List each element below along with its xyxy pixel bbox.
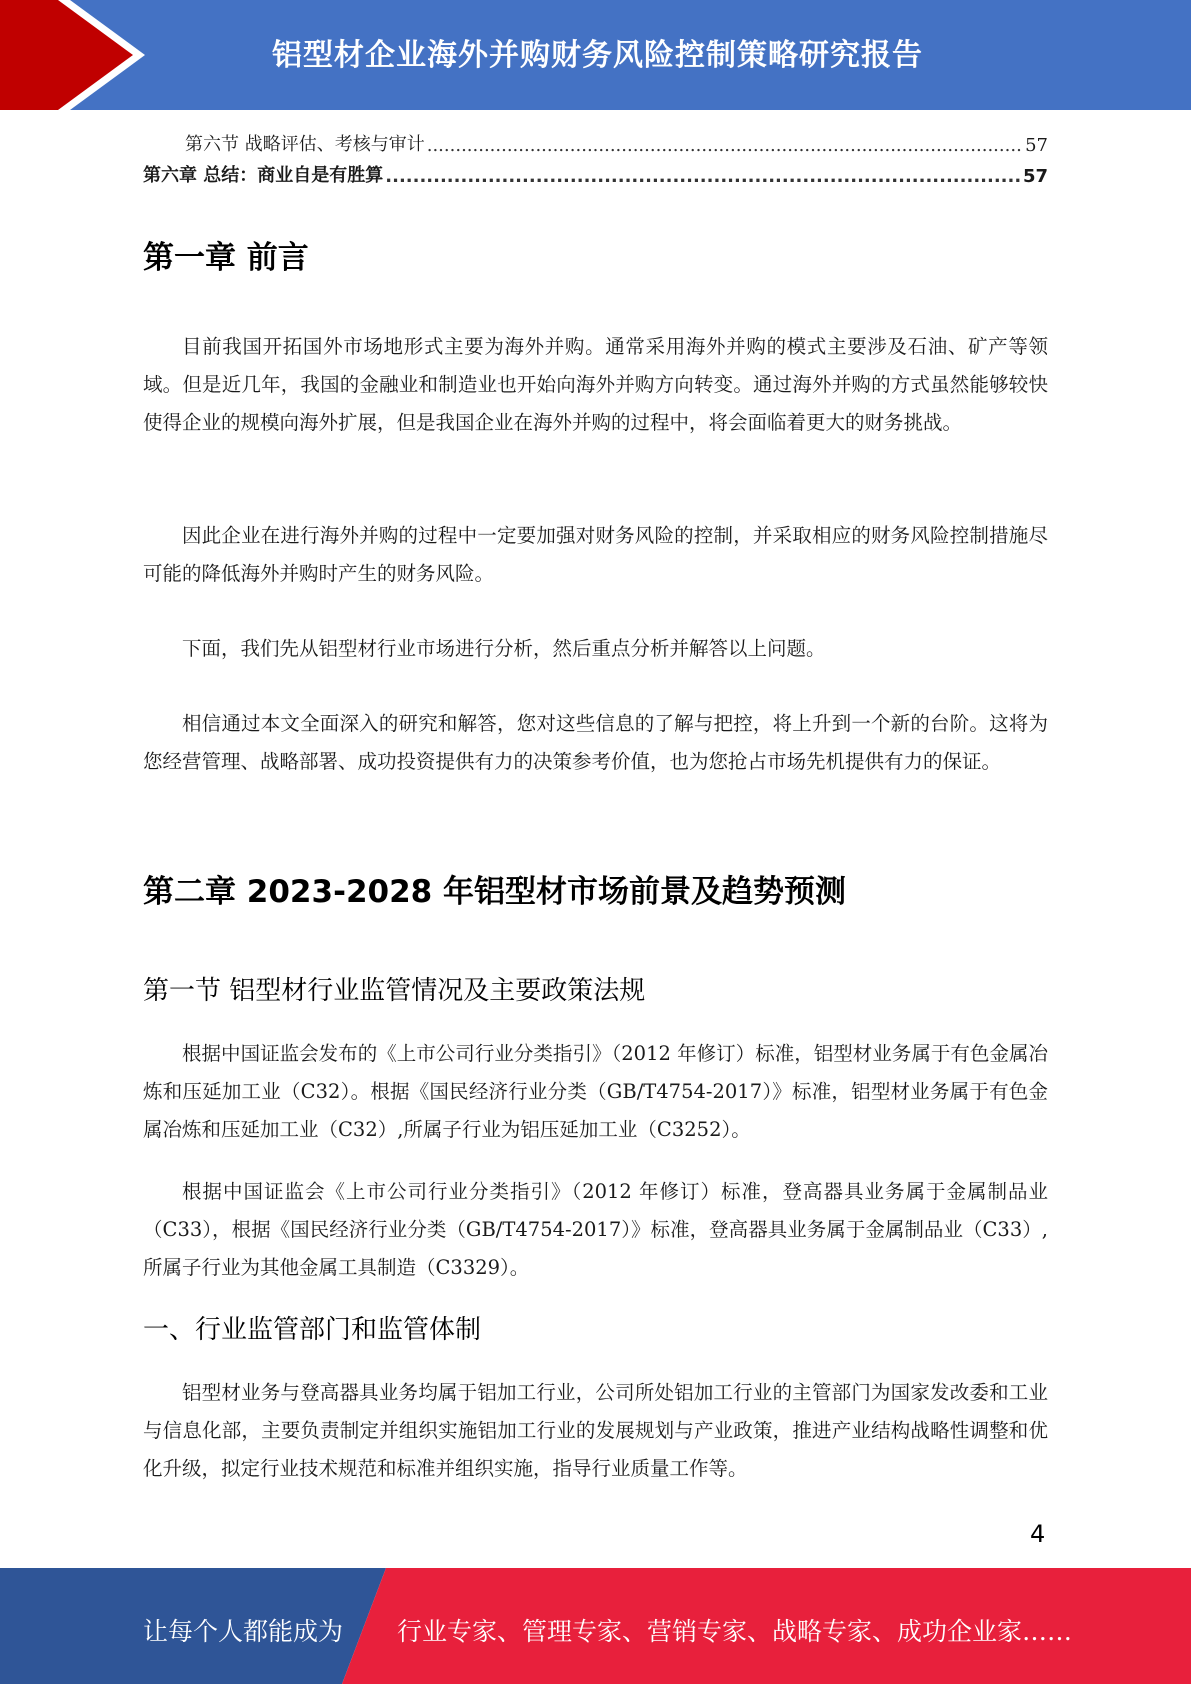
page-number: 4: [1030, 1520, 1046, 1548]
footer-slogan-right: 行业专家、管理专家、营销专家、战略专家、成功企业家……: [397, 1617, 1073, 1646]
page-footer: [0, 1568, 1191, 1684]
paragraph: 铝型材业务与登高器具业务均属于铝加工行业，公司所处铝加工行业的主管部门为国家发改委和工业与信息化部，主要负责制定并组织实施铝加工行业的发展规划与产业政策，推进产业结构战略性调整和优化升级，拟定行业技术规范和标准并组织实施，指导行业质量工作等。: [143, 1381, 1048, 1480]
section-heading: 第一节 铝型材行业监管情况及主要政策法规: [143, 976, 646, 1006]
paragraph: 因此企业在进行海外并购的过程中一定要加强对财务风险的控制，并采取相应的财务风险控制措施尽可能的降低海外并购时产生的财务风险。: [143, 524, 1048, 585]
paragraph: 根据中国证监会发布的《上市公司行业分类指引》（2012 年修订）标准，铝型材业务属于有色金属冶炼和压延加工业（C32）。根据《国民经济行业分类（GB/T4754-2017）》标准，铝型材业务属于有色金属冶炼和压延加工业（C32）,所属子行业为铝压延加工业（C3252）。: [143, 1042, 1048, 1141]
footer-slogan-left: 让每个人都能成为: [143, 1617, 344, 1646]
paragraph: 下面，我们先从铝型材行业市场进行分析，然后重点分析并解答以上问题。: [182, 637, 826, 660]
paragraph: 相信通过本文全面深入的研究和解答，您对这些信息的了解与把控，将上升到一个新的台阶。这将为您经营管理、战略部署、成功投资提供有力的决策参考价值，也为您抢占市场先机提供有力的保证。: [143, 712, 1048, 773]
paragraph: 目前我国开拓国外市场地形式主要为海外并购。通常采用海外并购的模式主要涉及石油、矿产等领域。但是近几年，我国的金融业和制造业也开始向海外并购方向转变。通过海外并购的方式虽然能够较快使得企业的规模向海外扩展，但是我国企业在海外并购的过程中，将会面临着更大的财务挑战。: [143, 335, 1048, 434]
toc-entry[interactable]: [143, 159, 1048, 187]
toc-entry-label: 第六节 战略评估、考核与审计: [185, 134, 425, 155]
toc-entry-label: 第六章 总结：商业自是有胜算: [143, 165, 384, 186]
chapter-heading: 第二章 2023-2028 年铝型材市场前景及趋势预测: [143, 874, 847, 910]
toc-entry-page: 57: [1022, 166, 1048, 187]
chapter-heading: 第一章 前言: [143, 240, 309, 276]
header-chevron-decoration: [0, 0, 160, 110]
paragraph: 根据中国证监会《上市公司行业分类指引》（2012 年修订）标准，登高器具业务属于金属制品业（C33），根据《国民经济行业分类（GB/T4754-2017）》标准，登高器具业务属于金属制品业（C33）,所属子行业为其他金属工具制造（C3329）。: [143, 1180, 1048, 1279]
toc-entry[interactable]: [185, 128, 1048, 156]
toc-entry-page: 57: [1025, 135, 1048, 156]
subsection-heading: 一、行业监管部门和监管体制: [143, 1315, 482, 1345]
toc-leader-dots: [427, 135, 1023, 156]
toc-leader-dots: [385, 166, 1021, 187]
page-header: [0, 0, 1191, 110]
report-title: 铝型材企业海外并购财务风险控制策略研究报告: [272, 38, 923, 73]
